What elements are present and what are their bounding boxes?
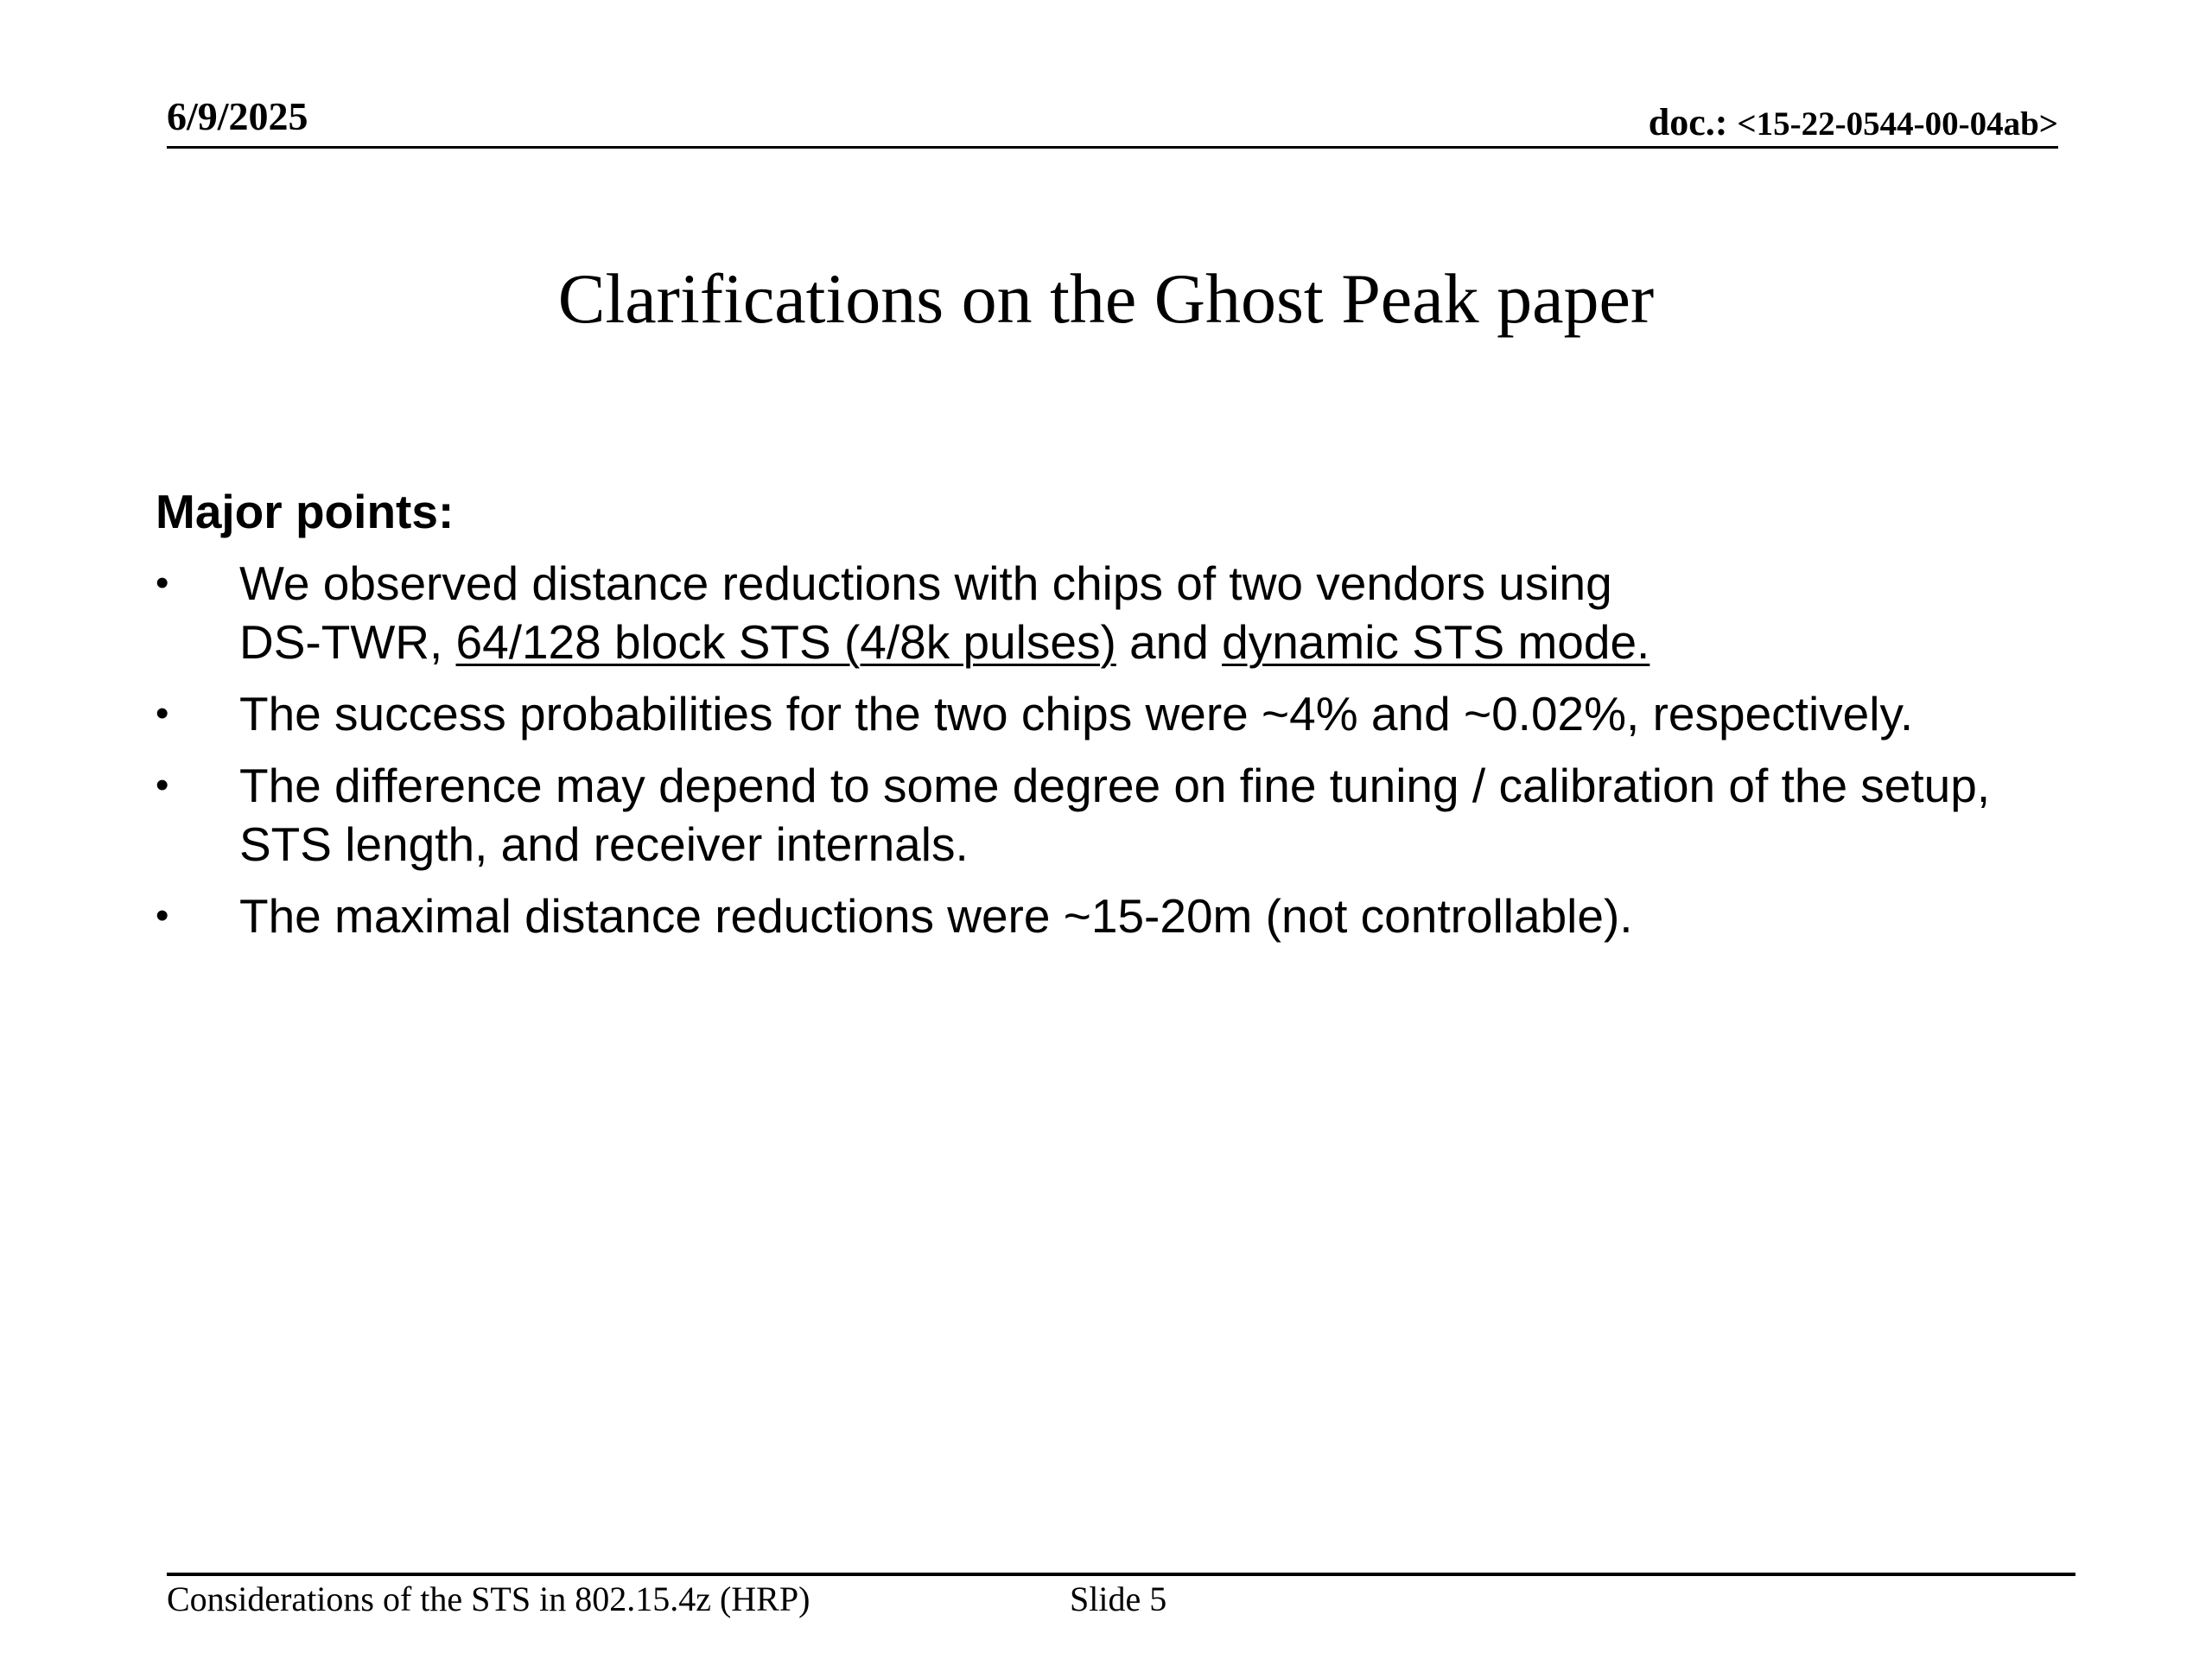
doc-label: doc.:: [1648, 101, 1728, 143]
bullet-icon: •: [156, 894, 169, 937]
bullet-item-2: [156, 684, 2091, 743]
doc-id: <15-22-0544-00-04ab>: [1737, 105, 2058, 143]
header-doc-reference: [1648, 101, 2058, 143]
header-divider: [167, 146, 2058, 149]
footer-title: Considerations of the STS in 802.15.4z (HRP): [167, 1580, 810, 1618]
bullet-1-mid: and: [1116, 615, 1223, 669]
major-points-heading: Major points:: [156, 485, 454, 538]
slide-number: Slide 5: [1070, 1580, 1167, 1618]
bullet-3-text: The difference may depend to some degree on fine tuning / calibration of the setup, STS length, and receiver internals.: [239, 759, 1991, 871]
footer-divider: [167, 1573, 2075, 1576]
bullet-2-text: The success probabilities for the two chips were ~4% and ~0.02%, respectively.: [239, 687, 1914, 741]
bullet-icon: •: [156, 562, 169, 604]
bullet-icon: •: [156, 692, 169, 734]
dynamic-sts-link[interactable]: dynamic STS mode.: [1222, 615, 1650, 669]
bullet-item-1: [156, 554, 2091, 671]
bullet-item-3: [156, 756, 2091, 874]
slide-body: [156, 482, 2091, 958]
sts-block-link[interactable]: 64/128 block STS (4/8k pulses): [455, 615, 1116, 669]
slide-title: Clarifications on the Ghost Peak paper: [557, 259, 1655, 338]
bullet-1-line1: We observed distance reductions with chips of two vendors using: [239, 556, 1612, 610]
bullet-list: [156, 554, 2091, 945]
bullet-4-text: The maximal distance reductions were ~15-20m (not controllable).: [239, 889, 1633, 943]
bullet-icon: •: [156, 764, 169, 806]
bullet-item-4: [156, 887, 2091, 945]
header-date: 6/9/2025: [167, 94, 308, 138]
bullet-1-prefix: DS-TWR,: [239, 615, 456, 669]
